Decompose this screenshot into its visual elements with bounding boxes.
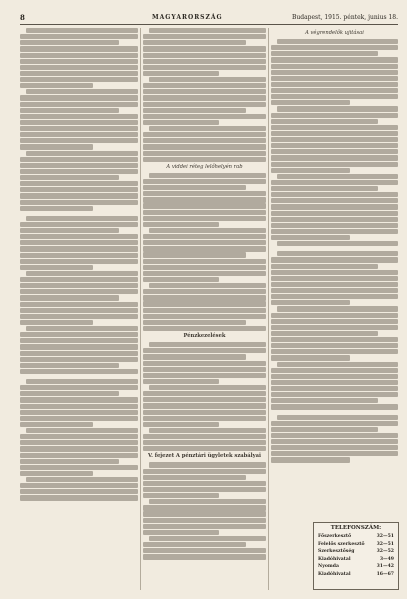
text-line	[271, 386, 398, 391]
text-line	[143, 114, 266, 119]
text-line	[143, 518, 266, 523]
text-line	[20, 138, 138, 143]
telephone-row	[314, 571, 398, 579]
text-line	[143, 102, 266, 107]
text-line	[143, 271, 266, 276]
text-line	[277, 362, 398, 367]
text-line	[149, 428, 266, 433]
telephone-title: TELEFONSZÁM:	[330, 525, 382, 531]
telephone-number: 32—52	[376, 549, 394, 555]
text-line	[143, 234, 266, 239]
text-line	[271, 300, 350, 305]
text-line	[271, 70, 398, 75]
text-line	[271, 404, 398, 409]
text-line	[149, 28, 266, 33]
telephone-row	[314, 548, 398, 556]
text-line	[143, 524, 266, 529]
text-line	[271, 337, 398, 342]
text-line	[143, 252, 246, 257]
text-line	[20, 391, 119, 396]
text-line	[143, 326, 266, 331]
text-line	[271, 180, 398, 185]
text-line	[20, 410, 138, 415]
text-line	[20, 46, 138, 51]
text-line	[143, 373, 266, 378]
text-line	[271, 45, 398, 50]
text-line	[20, 144, 93, 149]
text-line	[143, 354, 246, 359]
column-divider-1	[140, 28, 141, 590]
text-line	[20, 397, 138, 402]
issue-date: Budapest, 1915. péntek, junius 18.	[291, 14, 398, 21]
text-line	[149, 499, 266, 504]
text-line	[20, 53, 138, 58]
text-line	[143, 403, 266, 408]
text-line	[271, 149, 398, 154]
text-line	[143, 422, 219, 427]
text-line	[149, 385, 266, 390]
text-line	[143, 314, 266, 319]
text-line	[20, 169, 138, 174]
text-line	[20, 120, 138, 125]
text-line	[271, 186, 378, 191]
text-line	[20, 259, 138, 264]
telephone-label: Nyomda	[318, 564, 339, 570]
text-line	[271, 64, 398, 69]
telephone-box	[313, 522, 399, 590]
text-line	[20, 351, 138, 356]
text-line	[20, 206, 93, 211]
text-line	[20, 253, 138, 258]
text-line	[271, 398, 378, 403]
text-line	[271, 100, 350, 105]
text-line	[20, 265, 93, 270]
text-line	[20, 459, 119, 464]
text-line	[26, 271, 138, 276]
telephone-label: Kiadóhivatal	[318, 571, 351, 577]
text-line	[271, 82, 398, 87]
text-line	[143, 216, 266, 221]
text-line	[143, 487, 266, 492]
text-line	[143, 83, 266, 88]
text-line	[20, 289, 138, 294]
text-line	[20, 446, 138, 451]
text-line	[277, 241, 398, 246]
text-line	[271, 211, 398, 216]
text-line	[143, 222, 219, 227]
telephone-label: Kiadóhivatal	[318, 556, 351, 562]
text-line	[20, 234, 138, 239]
text-line	[271, 143, 398, 148]
text-line	[20, 295, 119, 300]
text-line	[277, 39, 398, 44]
text-line	[20, 132, 138, 137]
text-line	[271, 288, 398, 293]
text-line	[143, 554, 266, 559]
page-header	[20, 13, 398, 23]
text-line	[20, 102, 138, 107]
text-line	[143, 138, 266, 143]
text-line	[20, 369, 138, 374]
text-line	[271, 380, 398, 385]
text-line	[143, 277, 219, 282]
page-number: 8	[20, 13, 25, 22]
text-line	[20, 283, 138, 288]
text-line	[20, 175, 119, 180]
text-line	[143, 308, 266, 313]
text-line	[143, 71, 219, 76]
text-line	[143, 157, 266, 162]
text-line	[20, 228, 119, 233]
text-line	[149, 77, 266, 82]
text-line	[20, 222, 138, 227]
text-line	[143, 151, 266, 156]
text-line	[271, 343, 398, 348]
text-line	[271, 94, 398, 99]
newspaper-title: MAGYARORSZÁG	[152, 14, 223, 21]
text-line	[20, 193, 138, 198]
text-line	[143, 132, 266, 137]
text-line	[271, 264, 378, 269]
text-line	[271, 131, 398, 136]
text-line	[20, 422, 93, 427]
column-3	[271, 28, 398, 590]
text-line	[143, 185, 246, 190]
text-line	[143, 34, 266, 39]
text-line	[26, 428, 138, 433]
text-line	[271, 192, 398, 197]
text-line	[271, 319, 398, 324]
section-heading: A viddei réteg lelőhelyén rab	[166, 163, 243, 170]
text-line	[271, 331, 378, 336]
section-heading: Pénzkezelések	[183, 333, 226, 340]
text-line	[271, 427, 378, 432]
text-line	[20, 489, 138, 494]
telephone-number: 32—51	[376, 534, 394, 539]
text-line	[20, 114, 138, 119]
text-line	[143, 240, 266, 245]
text-line	[271, 119, 378, 124]
text-line	[143, 397, 266, 402]
text-line	[271, 223, 398, 228]
text-line	[143, 434, 266, 439]
text-line	[143, 348, 266, 353]
text-line	[271, 349, 398, 354]
text-line	[271, 204, 398, 209]
text-line	[271, 374, 398, 379]
text-line	[143, 259, 266, 264]
text-line	[143, 40, 246, 45]
text-line	[26, 379, 138, 384]
text-line	[20, 163, 138, 168]
text-line	[143, 120, 219, 125]
telephone-row	[314, 541, 398, 549]
text-line	[26, 151, 138, 156]
text-line	[271, 57, 398, 62]
text-line	[143, 410, 266, 415]
text-line	[143, 265, 266, 270]
text-line	[271, 198, 398, 203]
text-line	[20, 495, 138, 500]
text-line	[20, 357, 138, 362]
text-line	[26, 89, 138, 94]
text-line	[277, 251, 398, 256]
text-line	[149, 342, 266, 347]
text-line	[143, 46, 266, 51]
text-line	[271, 282, 398, 287]
text-line	[143, 511, 266, 516]
column-2	[143, 28, 266, 590]
text-line	[143, 89, 266, 94]
text-line	[26, 326, 138, 331]
text-line	[20, 200, 138, 205]
text-line	[143, 391, 266, 396]
text-line	[143, 469, 266, 474]
text-line	[143, 210, 266, 215]
text-line	[20, 181, 138, 186]
telephone-label: Felelős szerkesztő	[318, 541, 365, 547]
text-line	[271, 368, 398, 373]
text-line	[143, 416, 266, 421]
text-line	[20, 434, 138, 439]
text-line	[271, 235, 350, 240]
text-line	[20, 108, 119, 113]
text-line	[143, 446, 266, 451]
text-line	[20, 404, 138, 409]
text-line	[149, 173, 266, 178]
text-line	[20, 302, 138, 307]
text-line	[20, 77, 138, 82]
telephone-number: 32—51	[376, 541, 394, 547]
text-line	[143, 530, 219, 535]
text-line	[271, 76, 398, 81]
text-line	[20, 83, 93, 88]
text-line	[271, 155, 398, 160]
text-line	[143, 59, 266, 64]
section-heading: A végrendelők ujitásai	[305, 30, 364, 36]
text-line	[20, 95, 138, 100]
text-line	[271, 88, 398, 93]
text-line	[20, 344, 138, 349]
text-line	[149, 283, 266, 288]
text-line	[20, 65, 138, 70]
text-line	[20, 34, 138, 39]
text-line	[271, 229, 398, 234]
text-line	[20, 187, 138, 192]
text-line	[20, 308, 138, 313]
telephone-row	[314, 556, 398, 564]
text-line	[271, 445, 398, 450]
text-line	[20, 40, 119, 45]
telephone-row	[314, 533, 398, 541]
text-line	[20, 320, 93, 325]
text-line	[271, 457, 350, 462]
column-divider-2	[268, 28, 269, 590]
text-line	[20, 246, 138, 251]
text-line	[271, 257, 398, 262]
text-line	[271, 168, 350, 173]
text-line	[143, 295, 266, 300]
text-line	[271, 433, 398, 438]
text-line	[143, 191, 266, 196]
text-line	[20, 126, 138, 131]
text-line	[143, 475, 246, 480]
text-line	[143, 65, 266, 70]
telephone-number: 31—42	[376, 564, 394, 570]
text-line	[271, 355, 350, 360]
text-line	[149, 228, 266, 233]
section-heading: V. fejezet A pénztári ügyletek szabályai	[148, 453, 261, 460]
text-line	[271, 313, 398, 318]
text-line	[271, 294, 398, 299]
text-line	[271, 325, 398, 330]
text-line	[271, 451, 398, 456]
text-line	[143, 203, 266, 208]
text-line	[143, 179, 266, 184]
text-line	[271, 217, 398, 222]
text-line	[143, 367, 266, 372]
text-line	[26, 477, 138, 482]
text-line	[20, 416, 138, 421]
text-line	[143, 440, 266, 445]
text-line	[277, 415, 398, 420]
text-line	[271, 270, 398, 275]
telephone-row	[314, 563, 398, 571]
column-1	[20, 28, 138, 590]
text-line	[143, 301, 266, 306]
text-line	[143, 493, 219, 498]
text-line	[143, 289, 266, 294]
text-line	[271, 51, 378, 56]
telephone-label: Szerkesztőség	[318, 549, 355, 555]
text-line	[277, 306, 398, 311]
text-line	[143, 53, 266, 58]
text-line	[20, 363, 119, 368]
text-line	[271, 113, 398, 118]
text-line	[20, 465, 138, 470]
text-line	[20, 277, 138, 282]
text-line	[20, 471, 93, 476]
text-line	[277, 106, 398, 111]
text-line	[143, 481, 266, 486]
text-line	[143, 542, 246, 547]
text-line	[143, 379, 219, 384]
text-line	[143, 505, 266, 510]
text-line	[271, 276, 398, 281]
text-line	[149, 126, 266, 131]
telephone-number: 3—49	[379, 556, 394, 562]
text-line	[143, 108, 246, 113]
text-line	[20, 59, 138, 64]
text-line	[20, 385, 138, 390]
text-line	[20, 314, 138, 319]
text-line	[143, 95, 266, 100]
text-line	[26, 216, 138, 221]
text-line	[143, 144, 266, 149]
text-line	[26, 28, 138, 33]
text-line	[20, 332, 138, 337]
text-line	[271, 137, 398, 142]
text-line	[143, 361, 266, 366]
text-line	[277, 174, 398, 179]
text-line	[20, 240, 138, 245]
header-rule	[20, 24, 398, 25]
text-line	[271, 392, 398, 397]
text-line	[20, 338, 138, 343]
text-line	[149, 536, 266, 541]
telephone-number: 16—67	[376, 571, 394, 577]
text-line	[271, 439, 398, 444]
text-line	[20, 483, 138, 488]
text-line	[271, 125, 398, 130]
text-line	[20, 453, 138, 458]
text-line	[143, 246, 266, 251]
text-line	[20, 71, 138, 76]
text-line	[20, 440, 138, 445]
text-line	[20, 157, 138, 162]
text-line	[143, 320, 246, 325]
text-line	[149, 462, 266, 467]
text-line	[271, 162, 398, 167]
telephone-label: Főszerkesztő	[318, 534, 352, 539]
text-line	[271, 421, 398, 426]
text-line	[143, 197, 266, 202]
text-line	[143, 548, 266, 553]
